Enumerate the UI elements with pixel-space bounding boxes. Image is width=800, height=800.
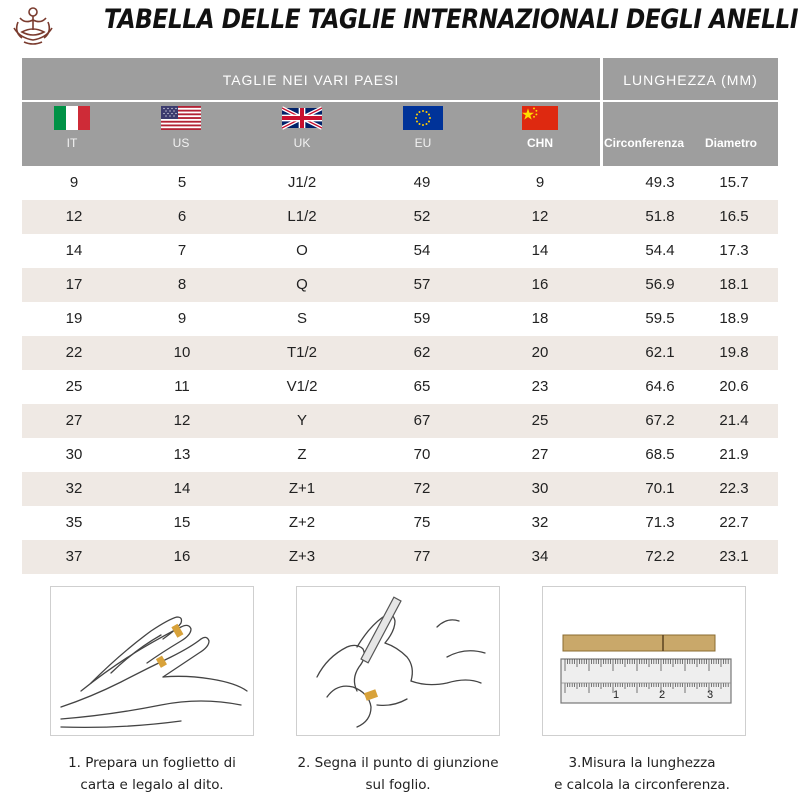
cell-chn: 14 [531,242,549,259]
table-row [22,540,778,574]
country-it [32,106,112,150]
caption-2-line-1: 2. Segna il punto di giunzione [297,755,499,771]
cell-us: 15 [173,514,191,531]
table-row [22,438,778,472]
country-code-it: IT [66,136,78,150]
cell-chn: 32 [531,514,549,531]
ruler-number-1: 1 [613,689,620,701]
cell-diameter: 21.9 [719,446,749,463]
country-chn [500,106,580,150]
countries-title: TAGLIE NEI VARI PAESI [222,72,400,88]
size-table [22,58,778,574]
cell-uk: Y [296,412,307,429]
country-us [141,106,221,150]
cell-uk: T1/2 [286,344,317,361]
cell-circumference: 49.3 [645,174,675,191]
cell-chn: 16 [531,276,549,293]
country-uk [262,106,342,150]
cell-us: 14 [173,480,191,497]
cell-eu: 65 [413,378,431,395]
cell-diameter: 18.1 [719,276,749,293]
cell-us: 9 [177,310,187,327]
italy-flag-icon [52,106,92,130]
cell-circumference: 62.1 [645,344,675,361]
paper-strip [563,635,715,651]
cell-diameter: 23.1 [719,548,749,565]
cell-uk: Q [296,276,308,293]
table-row [22,268,778,302]
table-row [22,166,778,200]
caption-2-line-2: sul foglio. [365,777,431,793]
table-row [22,506,778,540]
cell-eu: 67 [413,412,431,429]
cell-diameter: 22.3 [719,480,749,497]
table-row [22,336,778,370]
cell-diameter: 15.7 [719,174,749,191]
hand-marking-illustration [297,587,500,736]
cell-circumference: 64.6 [645,378,675,395]
cell-eu: 62 [413,344,431,361]
header-divider [600,58,603,166]
cell-it: 19 [65,310,83,327]
cell-it: 14 [65,242,83,259]
yoga-lotus-logo [10,4,56,48]
caption-3-line-2: e calcola la circonferenza. [554,777,730,793]
cell-circumference: 72.2 [645,548,675,565]
cell-eu: 70 [413,446,431,463]
table-row [22,234,778,268]
cell-uk: Z [297,446,307,463]
instruction-image-1 [50,586,254,736]
cell-us: 10 [173,344,191,361]
cell-eu: 59 [413,310,431,327]
usa-flag-icon [161,106,201,130]
table-row [22,302,778,336]
cell-circumference: 51.8 [645,208,675,225]
table-row [22,404,778,438]
cell-diameter: 18.9 [719,310,749,327]
cell-us: 12 [173,412,191,429]
cell-it: 25 [65,378,83,395]
cell-it: 17 [65,276,83,293]
cell-chn: 20 [531,344,549,361]
cell-circumference: 54.4 [645,242,675,259]
cell-it: 9 [69,174,79,191]
cell-eu: 57 [413,276,431,293]
cell-circumference: 56.9 [645,276,675,293]
cell-us: 16 [173,548,191,565]
cell-circumference: 71.3 [645,514,675,531]
ruler [561,659,731,703]
cell-chn: 34 [531,548,549,565]
cell-uk: Z+3 [288,548,316,565]
cell-uk: Z+2 [288,514,316,531]
uk-flag-icon [282,106,322,130]
cell-circumference: 59.5 [645,310,675,327]
cell-eu: 54 [413,242,431,259]
cell-uk: V1/2 [286,378,318,395]
caption-3-line-1: 3.Misura la lunghezza [568,755,716,771]
cell-eu: 52 [413,208,431,225]
cell-it: 37 [65,548,83,565]
hand-paper-illustration [51,587,254,736]
cell-eu: 49 [413,174,431,191]
cell-us: 6 [177,208,187,225]
cell-diameter: 21.4 [719,412,749,429]
table-body [22,166,778,574]
instruction-caption-2 [278,752,518,796]
cell-chn: 30 [531,480,549,497]
cell-it: 30 [65,446,83,463]
caption-1-line-2: carta e legalo al dito. [80,777,224,793]
cell-us: 13 [173,446,191,463]
cell-uk: J1/2 [287,174,317,191]
cell-uk: O [296,242,308,259]
ruler-number-2: 2 [659,689,666,701]
cell-it: 35 [65,514,83,531]
cell-diameter: 19.8 [719,344,749,361]
cell-it: 32 [65,480,83,497]
caption-1-line-1: 1. Prepara un foglietto di [68,755,236,771]
cell-eu: 75 [413,514,431,531]
cell-it: 12 [65,208,83,225]
ruler-measure-illustration [543,587,746,736]
instruction-image-2 [296,586,500,736]
table-row [22,200,778,234]
cell-chn: 12 [531,208,549,225]
cell-uk: Z+1 [288,480,316,497]
table-row [22,472,778,506]
cell-chn: 9 [535,174,545,191]
cell-diameter: 16.5 [719,208,749,225]
country-code-eu: EU [414,136,432,150]
table-header [22,58,778,166]
cell-chn: 23 [531,378,549,395]
cell-us: 8 [177,276,187,293]
cell-eu: 72 [413,480,431,497]
cell-it: 27 [65,412,83,429]
ruler-number-3: 3 [707,689,714,701]
cell-chn: 27 [531,446,549,463]
instruction-image-3 [542,586,746,736]
cell-diameter: 20.6 [719,378,749,395]
country-code-chn: CHN [527,136,553,150]
eu-flag-icon [403,106,443,130]
country-eu [383,106,463,150]
diameter-label: Diametro [705,136,758,150]
cell-chn: 18 [531,310,549,327]
cell-circumference: 67.2 [645,412,675,429]
cell-diameter: 17.3 [719,242,749,259]
cell-chn: 25 [531,412,549,429]
header-separator [22,100,778,102]
title-bar [0,0,800,52]
cell-it: 22 [65,344,83,361]
table-row [22,370,778,404]
cell-circumference: 68.5 [645,446,675,463]
cell-us: 11 [174,378,190,395]
country-code-us: US [172,136,190,150]
instruction-caption-1 [32,752,272,796]
circumference-label: Circonferenza [604,136,685,150]
china-flag-icon [520,106,560,130]
cell-us: 5 [177,174,187,191]
cell-circumference: 70.1 [645,480,675,497]
country-code-uk: UK [293,136,311,150]
cell-uk: L1/2 [287,208,317,225]
length-title: LUNGHEZZA (MM) [623,72,758,88]
cell-eu: 77 [413,548,431,565]
cell-uk: S [296,310,307,327]
page-title: TABELLA DELLE TAGLIE INTERNAZIONALI DEGLI ANELLI [104,4,799,35]
cell-us: 7 [177,242,187,259]
cell-diameter: 22.7 [719,514,749,531]
instruction-caption-3 [522,752,762,796]
